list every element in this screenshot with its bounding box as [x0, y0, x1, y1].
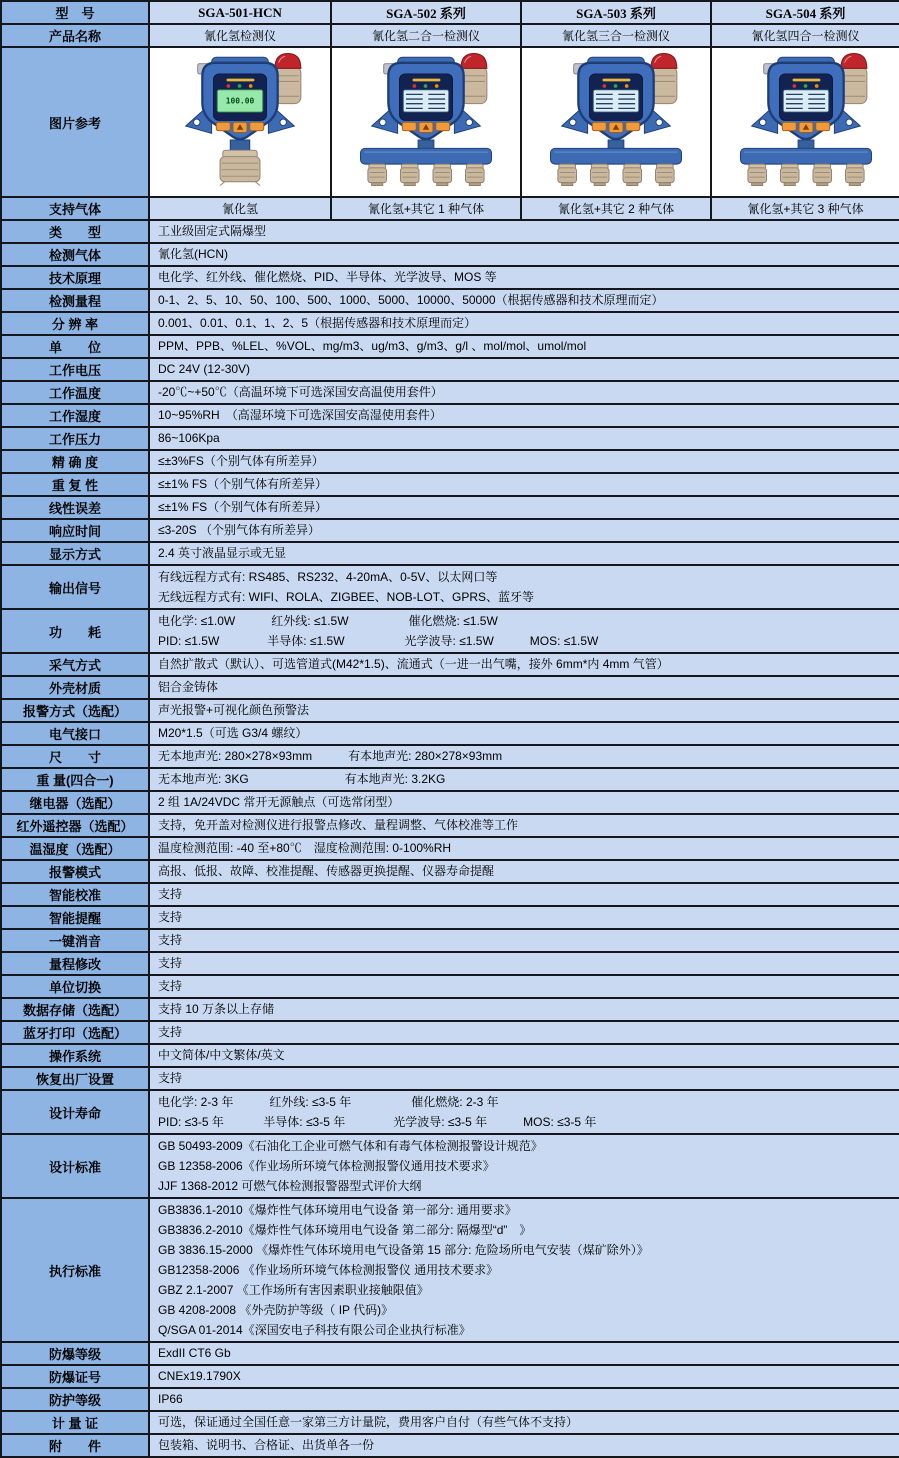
spec-row-label: 输出信号	[1, 565, 149, 609]
sensor-manifold	[550, 148, 681, 164]
spec-row-value	[149, 289, 899, 312]
product-name: 氰化氢二合一检测仪	[331, 24, 521, 47]
supported-gas: 氰化氢+其它 2 种气体	[521, 197, 711, 220]
spec-row-value	[149, 676, 899, 699]
led-fault	[249, 84, 253, 88]
led-fault	[814, 84, 818, 88]
spec-row-label: 继电器（选配）	[1, 791, 149, 814]
spec-row-label: 技术原理	[1, 266, 149, 289]
sensor-manifold	[360, 148, 491, 164]
spec-row-label: 智能校准	[1, 883, 149, 906]
spec-row-label: 电气接口	[1, 722, 149, 745]
spec-value-line: 支持	[158, 1071, 183, 1085]
spec-value-line: PPM、PPB、%LEL、%VOL、mg/m3、ug/m3、g/m3、g/l 、mol/mol、umol/mol	[158, 339, 587, 353]
spec-value-line: 无本地声光: 280×278×93mm 有本地声光: 280×278×93mm	[158, 749, 503, 763]
spec-value-line: 高报、低报、故障、校准提醒、传感器更换提醒、仪器寿命提醒	[158, 864, 495, 878]
spec-row-label: 响应时间	[1, 519, 149, 542]
spec-row-value	[149, 266, 899, 289]
spec-value-line: ≤±1% FS（个别气体有所差异）	[158, 500, 328, 514]
gas-sensor	[623, 168, 642, 183]
spec-row-label: 智能提醒	[1, 906, 149, 929]
alarm-beacon-icon	[651, 53, 677, 68]
spec-row-label: 功 耗	[1, 609, 149, 653]
led-alarm	[227, 84, 231, 88]
spec-row-value	[149, 565, 899, 609]
spec-value-line: 支持	[158, 933, 183, 947]
gas-detector-illustration	[530, 48, 702, 191]
product-image-cell	[149, 47, 331, 197]
spec-row-value	[149, 1090, 899, 1134]
gas-sensor	[400, 168, 419, 183]
gas-detector-illustration	[720, 48, 892, 191]
spec-row-value	[149, 312, 899, 335]
spec-row-value	[149, 1388, 899, 1411]
product-name: 氰化氢四合一检测仪	[711, 24, 899, 47]
spec-row-value	[149, 1198, 899, 1342]
sensor-manifold	[740, 148, 871, 164]
spec-row-label: 重 量(四合一)	[1, 768, 149, 791]
spec-row-label: 执行标准	[1, 1198, 149, 1342]
button-right	[626, 122, 640, 130]
alarm-beacon-icon	[275, 53, 301, 68]
spec-row-label: 设计寿命	[1, 1090, 149, 1134]
spec-value-line: 无本地声光: 3KG 有本地声光: 3.2KG	[158, 772, 446, 786]
led-power	[803, 84, 807, 88]
spec-value-line: JJF 1368-2012 可燃气体检测报警器型式评价大纲	[158, 1179, 422, 1193]
spec-value-line: 电化学: ≤1.0W 红外线: ≤1.5W 催化燃烧: ≤1.5W	[158, 614, 498, 628]
gas-row-label: 支持气体	[1, 197, 149, 220]
spec-value-line: 86~106Kpa	[158, 431, 220, 445]
product-image-cell	[331, 47, 521, 197]
spec-row-value	[149, 1434, 899, 1457]
spec-value-line: 10~95%RH （高湿环境下可选深国安高湿使用套件）	[158, 408, 442, 422]
spec-row-label: 量程修改	[1, 952, 149, 975]
spec-row-value	[149, 220, 899, 243]
model-row-label: 型 号	[1, 1, 149, 24]
alarm-beacon-icon	[840, 53, 866, 68]
spec-row-label: 单 位	[1, 335, 149, 358]
spec-row-value	[149, 335, 899, 358]
spec-value-line: 支持 10 万条以上存储	[158, 1002, 275, 1016]
spec-value-line: 支持	[158, 910, 183, 924]
product-image-cell	[521, 47, 711, 197]
spec-value-line: 支持，免开盖对检测仪进行报警点修改、量程调整、气体校准等工作	[158, 818, 519, 832]
spec-row-label: 分 辨 率	[1, 312, 149, 335]
spec-row-value	[149, 1134, 899, 1198]
led-power	[238, 84, 242, 88]
gas-sensor	[368, 168, 387, 183]
gas-sensor	[433, 168, 452, 183]
spec-row-value	[149, 1365, 899, 1388]
spec-row-label: 采气方式	[1, 653, 149, 676]
spec-value-line: 自然扩散式（默认）、可选管道式(M42*1.5)、流通式（一进一出气嘴，接外 6mm*内 4mm 气管）	[158, 657, 669, 671]
spec-row-value	[149, 1067, 899, 1090]
spec-row-label: 检测量程	[1, 289, 149, 312]
spec-row-value	[149, 1411, 899, 1434]
spec-value-line: 可选，保证通过全国任意一家第三方计量院，费用客户自付（有些气体不支持）	[158, 1415, 579, 1429]
button-left	[402, 122, 416, 130]
spec-value-line: 支持	[158, 887, 183, 901]
spec-value-line: 有线远程方式有: RS485、RS232、4-20mA、0-5V、以太网口等	[158, 570, 498, 584]
spec-row-label: 外壳材质	[1, 676, 149, 699]
spec-value-line: 电化学、红外线、催化燃烧、PID、半导体、光学波导、MOS 等	[158, 270, 497, 284]
spec-row-value	[149, 542, 899, 565]
button-left	[782, 122, 796, 130]
spec-value-line: GB 4208-2008 《外壳防护等级（ IP 代码)》	[158, 1303, 394, 1317]
spec-value-line: CNEx19.1790X	[158, 1369, 241, 1383]
spec-value-line: ≤3-20S （个别气体有所差异）	[158, 523, 320, 537]
spec-row-value	[149, 722, 899, 745]
led-power	[424, 84, 428, 88]
spec-value-line: 2 组 1A/24VDC 常开无源触点（可选常闭型）	[158, 795, 400, 809]
spec-value-line: 0-1、2、5、10、50、100、500、1000、5000、10000、50000（根据传感器和技术原理而定）	[158, 293, 664, 307]
spec-row-value	[149, 404, 899, 427]
model-name: SGA-503 系列	[521, 1, 711, 24]
button-left	[592, 122, 606, 130]
gas-sensor	[780, 168, 799, 183]
spec-row-label: 检测气体	[1, 243, 149, 266]
spec-row-label: 重 复 性	[1, 473, 149, 496]
spec-value-line: 支持	[158, 1025, 183, 1039]
spec-row-value	[149, 952, 899, 975]
spec-row-value	[149, 496, 899, 519]
supported-gas: 氰化氢	[149, 197, 331, 220]
spec-row-value	[149, 519, 899, 542]
gas-sensor	[656, 168, 675, 183]
spec-value-line: 支持	[158, 956, 183, 970]
alarm-beacon-icon	[461, 53, 487, 68]
gas-sensor	[590, 168, 609, 183]
spec-row-value	[149, 427, 899, 450]
spec-row-label: 设计标准	[1, 1134, 149, 1198]
spec-row-label: 工作湿度	[1, 404, 149, 427]
spec-row-value	[149, 1342, 899, 1365]
spec-row-label: 单位切换	[1, 975, 149, 998]
led-alarm	[792, 84, 796, 88]
gas-sensor	[845, 168, 864, 183]
spec-row-label: 计 量 证	[1, 1411, 149, 1434]
spec-value-line: GB 50493-2009《石油化工企业可燃气体和有毒气体检测报警设计规范》	[158, 1139, 543, 1153]
spec-row-label: 数据存储（选配）	[1, 998, 149, 1021]
spec-row-value	[149, 1044, 899, 1067]
spec-value-line: ≤±1% FS（个别气体有所差异）	[158, 477, 328, 491]
spec-row-label: 防爆等级	[1, 1342, 149, 1365]
spec-row-value	[149, 883, 899, 906]
spec-row-label: 工作温度	[1, 381, 149, 404]
spec-row-label: 附 件	[1, 1434, 149, 1457]
spec-row-value	[149, 929, 899, 952]
spec-row-value	[149, 358, 899, 381]
spec-row-value	[149, 1021, 899, 1044]
image-row-label: 图片参考	[1, 47, 149, 197]
spec-value-line: Q/SGA 01-2014《深国安电子科技有限公司企业执行标准》	[158, 1323, 471, 1337]
spec-row-value	[149, 473, 899, 496]
spec-value-line: GB 12358-2006《作业场所环境气体检测报警仪通用技术要求》	[158, 1159, 495, 1173]
led-fault	[625, 84, 629, 88]
spec-row-value	[149, 768, 899, 791]
spec-value-line: 中文简体/中文繁体/英文	[158, 1048, 285, 1062]
product-name: 氰化氢检测仪	[149, 24, 331, 47]
spec-row-value	[149, 609, 899, 653]
brand-mark	[792, 79, 820, 82]
gas-sensor	[466, 168, 485, 183]
spec-value-line: 无线远程方式有: WIFI、ROLA、ZIGBEE、NOB-LOT、GPRS、蓝牙等	[158, 590, 535, 604]
spec-value-line: 2.4 英寸液晶显示或无显	[158, 546, 287, 560]
spec-row-label: 蓝牙打印（选配）	[1, 1021, 149, 1044]
spec-value-line: GBZ 2.1-2007 《工作场所有害因素职业接触限值》	[158, 1283, 429, 1297]
spec-value-line: ExdII CT6 Gb	[158, 1346, 231, 1360]
brand-mark	[413, 79, 441, 82]
spec-row-value	[149, 998, 899, 1021]
spec-value-line: GB12358-2006 《作业场所环境气体检测报警仪 通用技术要求》	[158, 1263, 499, 1277]
spec-row-label: 精 确 度	[1, 450, 149, 473]
spec-row-value	[149, 745, 899, 768]
model-name: SGA-501-HCN	[149, 1, 331, 24]
spec-value-line: 支持	[158, 979, 183, 993]
spec-row-label: 防护等级	[1, 1388, 149, 1411]
spec-value-line: -20℃~+50℃（高温环境下可选深国安高温使用套件）	[158, 385, 443, 399]
spec-row-value	[149, 653, 899, 676]
spec-row-label: 恢复出厂设置	[1, 1067, 149, 1090]
spec-value-line: M20*1.5（可选 G3/4 螺纹）	[158, 726, 308, 740]
spec-value-line: PID: ≤1.5W 半导体: ≤1.5W 光学波导: ≤1.5W MOS: ≤1.5W	[158, 634, 599, 648]
gas-sensor	[558, 168, 577, 183]
product-name: 氰化氢三合一检测仪	[521, 24, 711, 47]
spec-row-label: 一键消音	[1, 929, 149, 952]
spec-row-label: 防爆证号	[1, 1365, 149, 1388]
spec-value-line: DC 24V (12-30V)	[158, 362, 251, 376]
gas-sensor	[812, 168, 831, 183]
led-fault	[435, 84, 439, 88]
spec-row-value	[149, 381, 899, 404]
spec-row-label: 线性误差	[1, 496, 149, 519]
spec-value-line: GB3836.2-2010《爆炸性气体环境用电气设备 第二部分: 隔爆型“d” 》	[158, 1223, 532, 1237]
product-row-label: 产品名称	[1, 24, 149, 47]
product-image-cell	[711, 47, 899, 197]
spec-value-line: 0.001、0.01、0.1、1、2、5（根据传感器和技术原理而定）	[158, 316, 477, 330]
spec-row-value	[149, 699, 899, 722]
spec-row-label: 红外遥控器（选配）	[1, 814, 149, 837]
lcd-reading: 100.00	[225, 96, 255, 106]
spec-row-value	[149, 243, 899, 266]
gas-detector-illustration	[340, 48, 512, 191]
brand-mark	[603, 79, 631, 82]
button-right	[250, 122, 264, 130]
spec-row-label: 显示方式	[1, 542, 149, 565]
button-left	[216, 122, 230, 130]
gas-sensor	[747, 168, 766, 183]
spec-value-line: 铝合金铸体	[158, 680, 219, 694]
spec-row-label: 操作系统	[1, 1044, 149, 1067]
spec-row-label: 类 型	[1, 220, 149, 243]
button-right	[815, 122, 829, 130]
brand-mark	[227, 79, 255, 82]
spec-value-line: GB3836.1-2010《爆炸性气体环境用电气设备 第一部分: 通用要求》	[158, 1203, 517, 1217]
spec-row-label: 工作压力	[1, 427, 149, 450]
spec-value-line: GB 3836.15-2000 《爆炸性气体环境用电气设备第 15 部分: 危险场所电气安装（煤矿除外）》	[158, 1243, 649, 1257]
spec-row-value	[149, 906, 899, 929]
gas-detector-illustration	[154, 48, 326, 191]
spec-row-value	[149, 791, 899, 814]
spec-value-line: 电化学: 2-3 年 红外线: ≤3-5 年 催化燃烧: 2-3 年	[158, 1095, 499, 1109]
spec-row-value	[149, 860, 899, 883]
spec-row-label: 温湿度（选配）	[1, 837, 149, 860]
model-name: SGA-504 系列	[711, 1, 899, 24]
spec-value-line: IP66	[158, 1392, 183, 1406]
spec-row-value	[149, 450, 899, 473]
spec-row-label: 尺 寸	[1, 745, 149, 768]
led-alarm	[603, 84, 607, 88]
spec-row-value	[149, 837, 899, 860]
spec-row-label: 报警模式	[1, 860, 149, 883]
led-power	[614, 84, 618, 88]
spec-value-line: 温度检测范围: -40 至+80℃ 湿度检测范围: 0-100%RH	[158, 841, 452, 855]
model-name: SGA-502 系列	[331, 1, 521, 24]
spec-value-line: 工业级固定式隔爆型	[158, 224, 267, 238]
spec-value-line: 声光报警+可视化颜色预警法	[158, 703, 310, 717]
supported-gas: 氰化氢+其它 3 种气体	[711, 197, 899, 220]
spec-value-line: ≤±3%FS（个别气体有所差异）	[158, 454, 324, 468]
spec-value-line: 氰化氢(HCN)	[158, 247, 228, 261]
supported-gas: 氰化氢+其它 1 种气体	[331, 197, 521, 220]
button-right	[436, 122, 450, 130]
spec-value-line: 包装箱、说明书、合格证、出货单各一份	[158, 1438, 375, 1452]
spec-row-value	[149, 975, 899, 998]
spec-row-label: 报警方式（选配）	[1, 699, 149, 722]
spec-row-label: 工作电压	[1, 358, 149, 381]
led-alarm	[413, 84, 417, 88]
spec-value-line: PID: ≤3-5 年 半导体: ≤3-5 年 光学波导: ≤3-5 年 MOS: ≤3-5 年	[158, 1115, 597, 1129]
spec-row-value	[149, 814, 899, 837]
